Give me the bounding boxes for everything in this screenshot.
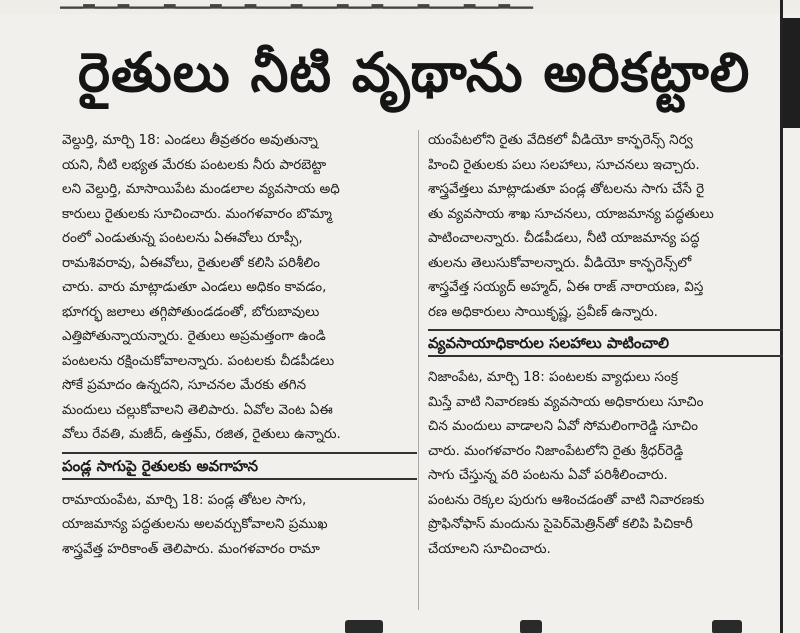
- body-line: రణ అధికారులు సాయికృష్ణ, ప్రవీణ్ ఉన్నారు.: [428, 303, 658, 320]
- body-line: యాజమాన్య పద్ధతులను అలవర్చుకోవాలని ప్రముఖ: [62, 516, 328, 532]
- body-line: వోలు రేవతి, మజీద్, ఉత్తమ్, రజిత, రైతులు ఉన్నారు.: [62, 426, 341, 442]
- body-line: చిన మందులు వాడాలని ఏవో సోమలింగారెడ్డి సూచిం: [428, 418, 699, 434]
- body-line: కారులు రైతులకు సూచించారు. మంగళవారం బొమ్మా: [62, 205, 332, 222]
- body-line: పాటించాలన్నారు. చీడపీడలు, నీటి యాజమాన్య పద్ధ: [428, 230, 700, 246]
- column-divider: [418, 130, 419, 610]
- body-line: నిజాంపేట, మార్చి 18: పంటలకు వ్యాధులు సంక్ర: [428, 369, 678, 385]
- next-article-cut-edge: [0, 618, 780, 633]
- body-line: చారు. వారు మాట్లాడుతూ ఎండలు అధికం కావడం,: [62, 279, 327, 295]
- body-line: తు వ్యవసాయ శాఖ సూచనలు, యాజమాన్య పద్ధతులు: [428, 205, 714, 222]
- body-line: ఎత్తిపోతున్నాయన్నారు. రైతులు అప్రమత్తంగా ఉండి: [62, 328, 326, 344]
- cropped-glyph: [712, 620, 742, 633]
- body-line: పంటలను రక్షించుకోవాలన్నారు. పంటలకు చీడపీడలు: [62, 352, 335, 369]
- previous-article-cut-edge: [0, 0, 800, 14]
- body-line: సోకే ప్రమాదం ఉన్నదని, సూచనల మేరకు తగిన: [62, 377, 307, 393]
- body-line: రామశివరావు, ఏఈవోలు, రైతులతో కలిసి పరిశీలిం: [62, 254, 321, 271]
- body-line: యంపేటలోని రైతు వేదికలో వీడియో కాన్ఫరెన్స్ నిర్వ: [428, 132, 693, 148]
- cropped-glyph: [520, 620, 542, 633]
- body-line: వెల్దుర్తి, మార్చి 18: ఎండలు తీవ్రతరం అవుతున్నా: [62, 132, 318, 148]
- body-line: మందులు చల్లుకోవాలని తెలిపారు. ఏవోల వెంట ఏఈ: [62, 401, 333, 418]
- cropped-text-decoration: ▁▁▂▁▁▂▁▁▁▂▁▁▁▂▁▁▂▁▁▁▂▁▁▁▂▁▁▂▁▁▁▂▁▁▁▂▁▁▂▁▁: [60, 0, 533, 9]
- right-subheading: వ్యవసాయాధికారుల సలహాలు పాటించాలి: [428, 329, 783, 357]
- right-column: [428, 128, 783, 561]
- body-line: రామాయంపేట, మార్చి 18: పండ్ల తోటల సాగు,: [62, 491, 307, 508]
- body-line: పంటను రెక్కల పురుగు ఆశించడంతో వాటి నివారణకు: [428, 491, 705, 508]
- left-subheading: పండ్ల సాగుపై రైతులకు అవగాహన: [62, 452, 417, 480]
- body-line: చారు. మంగళవారం నిజాంపేటలోని రైతు శ్రీధర్‌రెడ్డి: [428, 442, 684, 459]
- body-line: ప్రొఫినోఫాస్ మందును సైపెర్‌మెత్రిన్‌తో కలిపి పిచికారీ: [428, 516, 693, 532]
- body-line: శాస్త్రవేత్త సయ్యద్ అహ్మద్, ఏఈ రాజ్ నారాయణ, విస్త: [428, 279, 704, 295]
- body-line: తులను తెలుసుకోవాలన్నారు. వీడియో కాన్ఫరెన్స్‌లో: [428, 254, 692, 271]
- body-line: యని, నీటి లభ్యత మేరకు పంటలకు నీరు పారబెట్టా: [62, 156, 327, 173]
- body-line: హించి రైతులకు పలు సలహాలు, సూచనలు ఇచ్చారు.: [428, 156, 700, 173]
- page-edge-tab: [783, 18, 800, 128]
- left-column: [62, 128, 417, 561]
- body-line: చేయాలని సూచించారు.: [428, 540, 551, 557]
- cropped-glyph: [345, 620, 383, 633]
- body-line: శాస్త్రవేత్తలు మాట్లాడుతూ పండ్ల తోటలను సాగు చేసే రై: [428, 181, 705, 197]
- body-line: మిస్తే వాటి నివారణకు వ్యవసాయ అధికారులు సూచిం: [428, 393, 704, 410]
- body-line: రంలో ఎండుతున్న పంటలను ఏఈవోలు రూప్సీ,: [62, 230, 303, 246]
- body-line: భూగర్భ జలాలు తగ్గిపోతుండడంతో, బోరుబావులు: [62, 303, 320, 320]
- body-line: శాస్త్రవేత్త హరికాంత్ తెలిపారు. మంగళవారం రామా: [62, 540, 320, 557]
- body-line: సాగు చేస్తున్న వరి పంటను ఏవో పరిశీలించారు.: [428, 467, 668, 483]
- body-line: లని వెల్దుర్తి, మాసాయిపేట మండలాల వ్యవసాయ అధి: [62, 181, 340, 197]
- article-headline: రైతులు నీటి వృథాను అరికట్టాలి: [78, 41, 751, 104]
